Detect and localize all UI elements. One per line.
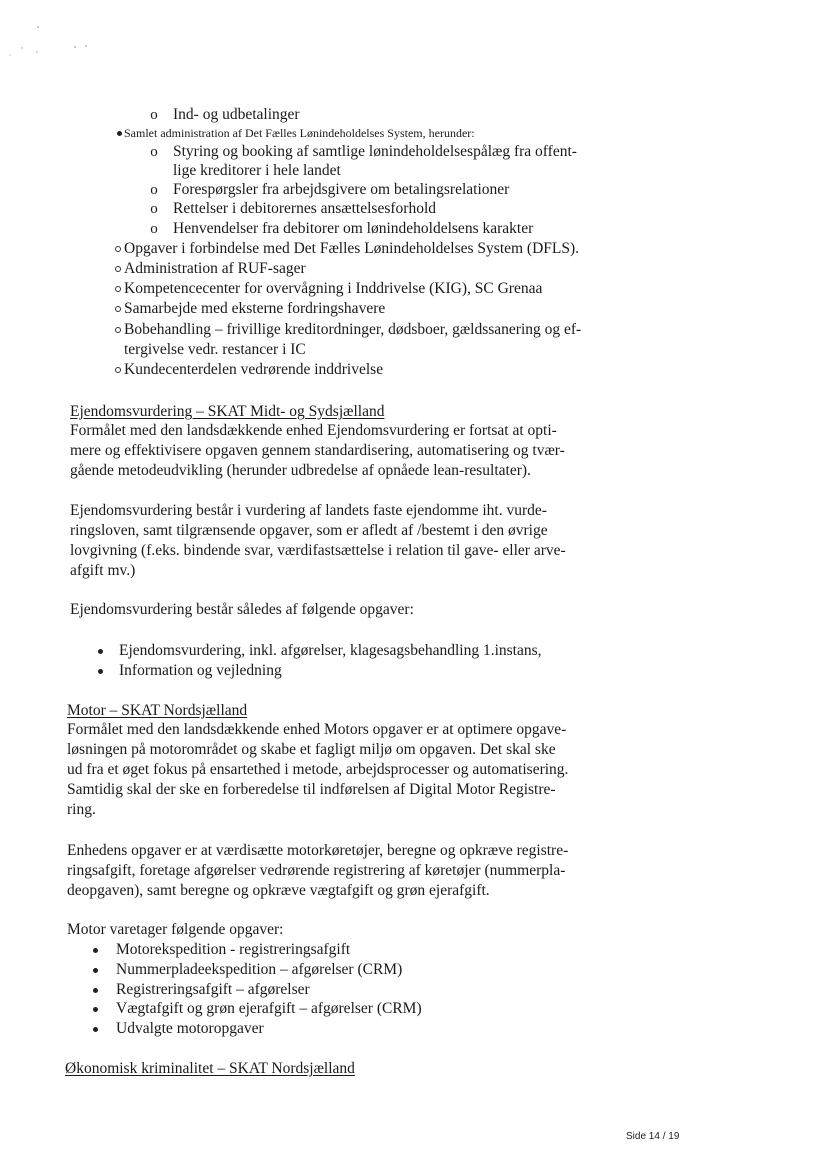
sub-bullet-icon: o xyxy=(150,201,158,217)
paragraph-line: ringsafgift, foretage afgørelser vedrørende registrering af køretøjer (nummerpla- xyxy=(67,862,566,879)
list-item: Styring og booking af samtlige lønindeholdelsespålæg fra offent- xyxy=(173,143,577,160)
list-item: Bobehandling – frivillige kreditordninger, dødsboer, gældssanering og ef- xyxy=(124,321,582,338)
bullet-icon xyxy=(89,960,101,980)
bullet-icon xyxy=(89,1019,101,1039)
bullet-icon xyxy=(112,320,124,340)
paragraph-line: Ejendomsvurdering består i vurdering af landets faste ejendomme iht. vurde- xyxy=(70,502,547,519)
sub-bullet-icon: o xyxy=(150,221,158,237)
paragraph-line: deopgaven), samt beregne og opkræve vægtafgift og grøn ejerafgift. xyxy=(67,882,490,899)
paragraph-line: Formålet med den landsdækkende enhed Motors opgaver er at optimere opgave- xyxy=(67,721,567,738)
page-number: Side 14 / 19 xyxy=(626,1131,680,1142)
list-item-continuation: lige kreditorer i hele landet xyxy=(173,162,341,179)
list-item: Vægtafgift og grøn ejerafgift – afgørelser (CRM) xyxy=(116,1000,422,1017)
list-item: Kundecenterdelen vedrørende inddrivelse xyxy=(124,361,384,378)
list-item: Information og vejledning xyxy=(119,662,282,679)
list-item: Administration af RUF-sager xyxy=(124,260,306,277)
scan-specks xyxy=(0,0,120,70)
list-item: Ind- og udbetalinger xyxy=(173,106,300,123)
list-item: Opgaver i forbindelse med Det Fælles Lønindeholdelses System (DFLS). xyxy=(124,240,580,257)
paragraph-line: mere og effektivisere opgaven gennem standardisering, automatisering og tvær- xyxy=(70,442,565,459)
paragraph-line: afgift mv.) xyxy=(70,562,136,579)
paragraph-line: ringsloven, samt tilgrænsende opgaver, som er afledt af /bestemt i den øvrige xyxy=(70,522,548,539)
bullet-icon xyxy=(94,641,106,661)
paragraph-line: løsningen på motorområdet og skabe et fagligt miljø om opgaven. Det skal ske xyxy=(67,741,556,758)
bullet-icon xyxy=(89,940,101,960)
paragraph-line: gående metodeudvikling (herunder udbredelse af opnåede lean-resultater). xyxy=(70,462,531,479)
list-item: Registreringsafgift – afgørelser xyxy=(116,981,310,998)
bullet-icon xyxy=(112,279,124,299)
section-heading: Motor – SKAT Nordsjælland xyxy=(67,702,248,719)
paragraph-line: Ejendomsvurdering består således af følgende opgaver: xyxy=(70,601,414,618)
sub-bullet-icon: o xyxy=(150,182,158,198)
list-item: Rettelser i debitorernes ansættelsesforhold xyxy=(173,200,437,217)
bullet-icon xyxy=(94,661,106,681)
section-heading: Ejendomsvurdering – SKAT Midt- og Sydsjælland xyxy=(70,403,385,420)
paragraph-line: Motor varetager følgende opgaver: xyxy=(67,921,284,938)
list-item: Motorekspedition - registreringsafgift xyxy=(116,941,351,958)
paragraph-line: Samtidig skal der ske en forberedelse til indførelsen af Digital Motor Registre- xyxy=(67,781,556,798)
list-item: Samlet administration af Det Fælles Lønindeholdelses System, herunder: xyxy=(124,126,475,140)
sub-bullet-icon: o xyxy=(150,144,158,160)
paragraph-line: Formålet med den landsdækkende enhed Ejendomsvurdering er fortsat at opti- xyxy=(70,422,557,439)
bullet-icon xyxy=(89,999,101,1019)
bullet-icon xyxy=(112,299,124,319)
list-item: Udvalgte motoropgaver xyxy=(116,1020,264,1037)
bullet-icon xyxy=(112,259,124,279)
list-item: Samarbejde med eksterne fordringshavere xyxy=(124,300,386,317)
paragraph-line: lovgivning (f.eks. bindende svar, værdifastsættelse i relation til gave- eller arve- xyxy=(70,542,566,559)
paragraph-line: ud fra et øget fokus på ensartethed i metode, arbejdsprocesser og automatisering. xyxy=(67,761,569,778)
list-item: Forespørgsler fra arbejdsgivere om betalingsrelationer xyxy=(173,181,510,198)
sub-bullet-icon: o xyxy=(150,107,158,123)
list-item-continuation: tergivelse vedr. restancer i IC xyxy=(124,341,306,358)
list-item: Henvendelser fra debitorer om lønindeholdelsens karakter xyxy=(173,220,534,237)
bullet-icon xyxy=(112,360,124,380)
list-item: Nummerpladeekspedition – afgørelser (CRM) xyxy=(116,961,403,978)
bullet-icon xyxy=(89,980,101,1000)
list-item: Kompetencecenter for overvågning i Inddrivelse (KIG), SC Grenaa xyxy=(124,280,543,297)
paragraph-line: ring. xyxy=(67,801,96,818)
section-heading: Økonomisk kriminalitet – SKAT Nordsjælland xyxy=(65,1060,355,1077)
paragraph-line: Enhedens opgaver er at værdisætte motorkøretøjer, beregne og opkræve registre- xyxy=(67,842,569,859)
list-item: Ejendomsvurdering, inkl. afgørelser, klagesagsbehandling 1.instans, xyxy=(119,642,542,659)
bullet-icon xyxy=(112,239,124,259)
